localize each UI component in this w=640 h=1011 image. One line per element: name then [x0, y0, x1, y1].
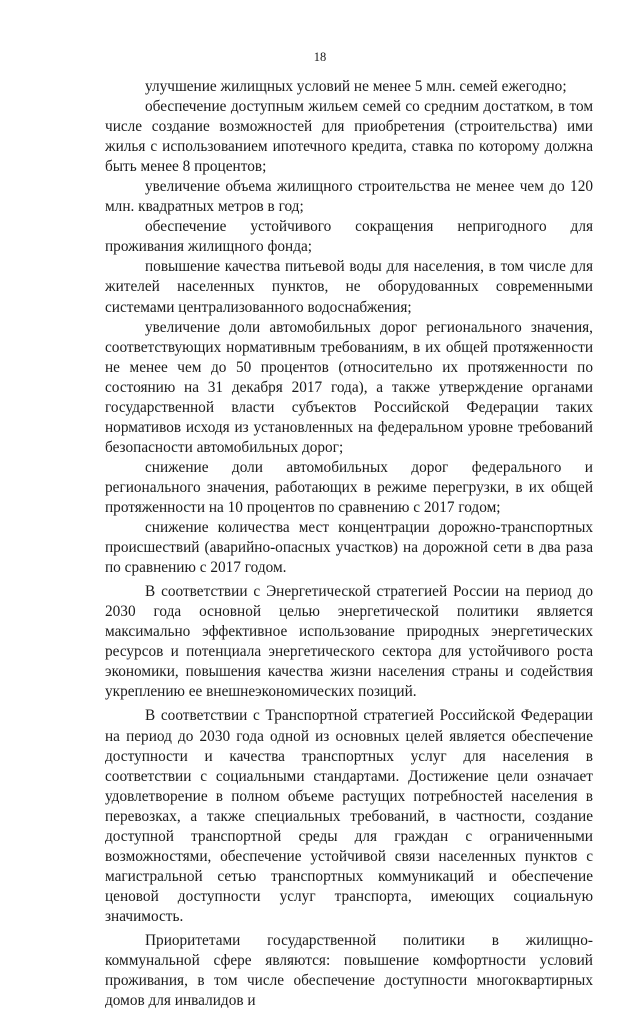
- paragraph-affordable-housing: обеспечение доступным жильем семей со средним достатком, в том числе создание возможностей для приобретения (строительства) ими жилья с использованием ипотечного кредита, ставка по которому должна быть менее 8 процентов;: [105, 98, 593, 176]
- paragraph-drinking-water: повышение качества питьевой воды для населения, в том числе для жителей населенных пунктов, не оборудованных современными системами централизованного водоснабжения;: [105, 258, 593, 316]
- paragraph-energy-strategy: В соответствии с Энергетической стратегией России на период до 2030 года основной целью энергетической политики является максимально эффективное использование природных энергетических ресурсов и потенциала энергетического сектора для устойчивого роста экономики, повышения качества жизни населения страны и содействия укреплению ее внешнеэкономических позиций.: [105, 583, 593, 701]
- paragraph-accident-sites: снижение количества мест концентрации дорожно-транспортных происшествий (аварийно-опасных участков) на дорожной сети в два раза по сравнению с 2017 годом.: [105, 519, 593, 577]
- page-number: 18: [313, 50, 327, 64]
- paragraph-housing-conditions: улучшение жилищных условий не менее 5 млн. семей ежегодно;: [145, 78, 567, 95]
- paragraph-housing-priorities: Приоритетами государственной политики в жилищно-коммунальной сфере являются: повышение комфортности условий проживания, в том числе обеспечение доступности многоквартирных домов для инвалидов и: [105, 931, 593, 1010]
- paragraph-regional-roads: увеличение доли автомобильных дорог регионального значения, соответствующих нормативным требованиям, в их общей протяженности не менее чем до 50 процентов (относительно их протяженности по состоянию на 31 декабря 2017 года), а также утверждение органами государственной власти субъектов Российской Федерации таких нормативов исходя из установленных на федеральном уровне требований безопасности автомобильных дорог;: [105, 318, 593, 456]
- paragraph-unfit-housing: обеспечение устойчивого сокращения непригодного для проживания жилищного фонда;: [105, 218, 593, 256]
- paragraph-road-overload: снижение доли автомобильных дорог федерального и регионального значения, работающих в режиме перегрузки, в их общей протяженности на 10 процентов по сравнению с 2017 годом;: [105, 458, 593, 516]
- paragraph-transport-strategy: В соответствии с Транспортной стратегией Российской Федерации на период до 2030 года одной из основных целей является обеспечение доступности и качества транспортных услуг для населения в соответствии с социальными стандартами. Достижение цели означает удовлетворение в полном объеме растущих потребностей населения в перевозках, а также специальных требований, в частности, создание доступной транспортной среды для граждан с ограниченными возможностями, обеспечение устойчивой связи населенных пунктов с магистральной сетью транспортных коммуникаций и обеспечение ценовой доступности услуг транспорта, имеющих социальную значимость.: [105, 707, 593, 925]
- paragraph-construction-volume: увеличение объема жилищного строительства не менее чем до 120 млн. квадратных метров в год;: [105, 178, 593, 216]
- document-body: [105, 77, 593, 1011]
